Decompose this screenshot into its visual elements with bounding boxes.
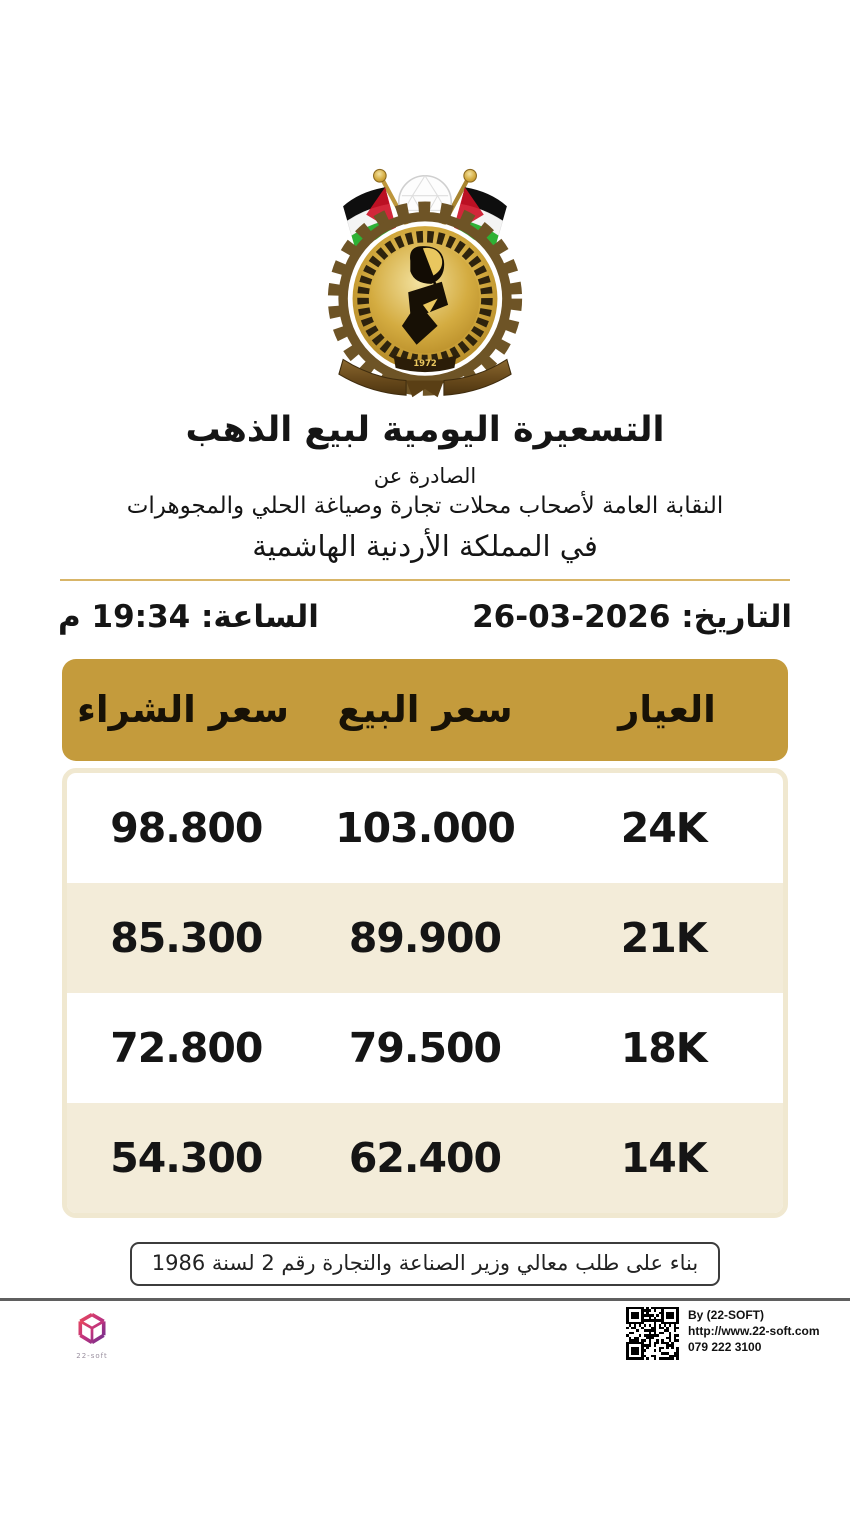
buy-price-value: 54.300	[110, 1133, 263, 1182]
col-header-karat: العيار	[618, 688, 716, 732]
time-value: 19:34	[91, 598, 191, 635]
karat-value: 24K	[620, 803, 707, 852]
syndicate-emblem-logo	[320, 160, 530, 404]
datetime-row	[58, 599, 792, 635]
col-header-sell-price: سعر البيع	[337, 688, 513, 732]
sell-price-value: 103.000	[335, 803, 515, 852]
table-row-21k	[67, 883, 783, 993]
brand-block	[70, 1311, 114, 1360]
karat-value: 14K	[620, 1133, 707, 1182]
sell-price-value: 79.500	[348, 1023, 502, 1072]
table-row-14k	[67, 1103, 783, 1213]
table-body	[62, 768, 788, 1218]
country-line: في المملكة الأردنية الهاشمية	[252, 528, 598, 563]
credit-strip	[0, 1301, 850, 1411]
date-label: التاريخ:	[681, 598, 792, 635]
cube-logo-icon	[74, 1311, 110, 1347]
sell-price-value: 62.400	[348, 1133, 502, 1182]
sell-price-value: 89.900	[348, 913, 502, 962]
time-field	[58, 599, 319, 635]
syndicate-name-line: النقابة العامة لأصحاب محلات تجارة وصياغة الحلي والمجوهرات	[126, 492, 724, 519]
table-row-18k	[67, 993, 783, 1103]
karat-value: 21K	[620, 913, 707, 962]
credit-text	[688, 1307, 820, 1355]
buy-price-value: 85.300	[110, 913, 263, 962]
date-field	[472, 599, 792, 635]
buy-price-value: 98.800	[110, 803, 263, 852]
credit-url: http://www.22-soft.com	[688, 1323, 820, 1338]
table-header-row	[62, 659, 788, 761]
legal-note: بناء على طلب معالي وزير الصناعة والتجارة رقم 2 لسنة 1986	[130, 1242, 720, 1286]
gold-divider	[60, 579, 790, 581]
page-title: التسعيرة اليومية لبيع الذهب	[185, 409, 665, 450]
karat-value: 18K	[620, 1023, 707, 1072]
qr-code-icon	[626, 1307, 679, 1360]
table-row-24k	[67, 773, 783, 883]
credit-block	[626, 1307, 820, 1360]
credit-by: By (22-SOFT)	[688, 1307, 765, 1322]
issued-by-line: الصادرة عن	[373, 463, 477, 488]
emblem-year: 1972	[413, 357, 437, 368]
time-label: الساعة:	[201, 598, 319, 635]
gold-price-table	[62, 659, 788, 1218]
date-value: 26-03-2026	[472, 598, 671, 635]
credit-phone: 079 222 3100	[688, 1339, 762, 1354]
buy-price-value: 72.800	[110, 1023, 263, 1072]
col-header-buy-price: سعر الشراء	[76, 688, 289, 732]
time-meridiem: م	[58, 598, 81, 635]
brand-name: 22-soft	[76, 1351, 108, 1360]
